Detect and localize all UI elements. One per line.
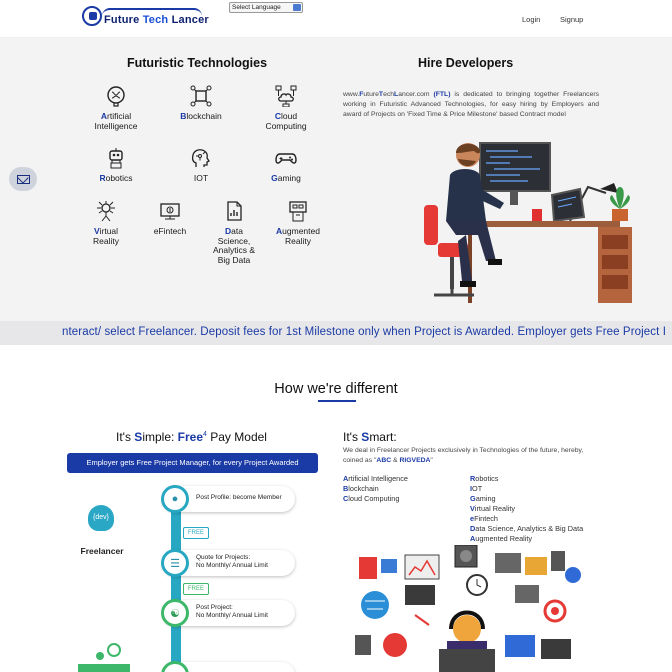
tech-label-line2: Reality bbox=[285, 235, 311, 246]
vr-icon bbox=[94, 199, 118, 223]
tech-label: lockchain bbox=[186, 111, 222, 121]
list-item: Blockchain bbox=[343, 484, 379, 493]
tech-initial: A bbox=[100, 111, 108, 121]
marquee-text: nteract/ select Freelancer. Deposit fees for 1st Milestone only when Project is Awarded. Employer gets Free Project I bbox=[62, 326, 667, 338]
logo[interactable] bbox=[82, 6, 209, 26]
employer-desk-icon bbox=[74, 640, 134, 672]
logo-word-3: Lancer bbox=[171, 14, 209, 26]
smart-abc: ABC bbox=[376, 456, 392, 464]
step-quote-projects bbox=[163, 550, 295, 576]
smart-desc-end: " bbox=[430, 456, 433, 464]
quote-icon: ☰ bbox=[161, 549, 189, 577]
signup-link[interactable]: Signup bbox=[560, 15, 584, 24]
simple-free: Free bbox=[177, 430, 204, 444]
blockchain-icon bbox=[189, 84, 213, 108]
freelancer-label: Freelancer bbox=[80, 546, 124, 556]
list-item: Cloud Computing bbox=[343, 494, 400, 503]
announcement-marquee bbox=[0, 321, 672, 345]
list-item: Robotics bbox=[470, 474, 499, 483]
employer-free-pm-banner: Employer gets Free Project Manager, for every Project Awarded bbox=[67, 453, 318, 473]
tech-initial: C bbox=[274, 111, 282, 121]
tech-item-blockchain[interactable] bbox=[166, 84, 236, 122]
tech-item-ar[interactable] bbox=[263, 199, 333, 246]
tech-label: obotics bbox=[105, 173, 133, 183]
site-letter-l: L bbox=[394, 91, 399, 98]
step-post-project bbox=[163, 600, 295, 626]
tech-title: Futuristic Technologies bbox=[127, 56, 268, 70]
tech-label: ugmented bbox=[282, 226, 320, 236]
tech-label-line2: Computing bbox=[265, 120, 307, 131]
tech-initial: D bbox=[225, 226, 232, 236]
tech-label-line4: Big Data bbox=[217, 254, 251, 265]
step-text: Post Project: bbox=[196, 604, 233, 611]
step-subtext: No Monthly/ Annual Limit bbox=[196, 612, 268, 619]
chevron-down-icon bbox=[293, 4, 301, 11]
list-item: IOT bbox=[470, 484, 483, 493]
tech-initial: V bbox=[93, 226, 100, 236]
tech-item-vr[interactable] bbox=[71, 199, 141, 246]
list-item: Data Science, Analytics & Big Data bbox=[470, 524, 584, 533]
free-tag: FREE bbox=[183, 583, 209, 595]
hire-description-text: is dedicated to bringing together Freelancers working in Futuristic Advanced Technologies, for easy hiring by Employers and award of Projects on 'Fixed Time & Price Milestone' based Contract model bbox=[343, 91, 600, 118]
logo-word-1: Future bbox=[104, 14, 140, 26]
tech-label: irtual bbox=[99, 226, 119, 236]
tech-label: eFintech bbox=[153, 226, 187, 236]
tech-item-robotics[interactable] bbox=[81, 146, 151, 184]
rigveda-list bbox=[470, 474, 583, 544]
simple-model-title bbox=[116, 430, 267, 444]
logo-mark-icon bbox=[82, 6, 102, 26]
tech-label-line2: Science, bbox=[217, 235, 251, 246]
list-item: Virtual Reality bbox=[470, 504, 516, 513]
site-part-3: ancer.com bbox=[398, 91, 430, 98]
logo-word-2: Tech bbox=[142, 14, 169, 26]
post-project-icon: ☯ bbox=[161, 599, 189, 627]
ar-icon bbox=[286, 199, 310, 223]
tech-label: ata bbox=[231, 226, 243, 236]
dev-badge-icon: {dev} bbox=[88, 505, 114, 531]
logo-swoosh bbox=[102, 8, 202, 16]
contact-mail-button[interactable] bbox=[9, 167, 37, 191]
site-letter-t: T bbox=[378, 91, 384, 98]
site-abbr: (FTL) bbox=[433, 91, 451, 98]
tech-item-ai[interactable] bbox=[81, 84, 151, 131]
abc-list bbox=[343, 474, 408, 504]
cloud-icon bbox=[274, 84, 298, 108]
step-subtext: No Monthly/ Annual Limit bbox=[196, 562, 268, 569]
tech-label: rtificial bbox=[107, 111, 132, 121]
tech-initial: R bbox=[99, 173, 106, 183]
brain-icon bbox=[104, 84, 128, 108]
tech-label-line2: Reality bbox=[93, 235, 119, 246]
site-header bbox=[0, 0, 672, 38]
site-part-2: ech bbox=[383, 91, 395, 98]
list-item: Artificial Intelligence bbox=[343, 474, 408, 483]
language-select-value: Select Language bbox=[232, 4, 281, 11]
tech-label-line2: Intelligence bbox=[94, 120, 138, 131]
site-part-1: uture bbox=[363, 91, 379, 98]
tech-item-cloud[interactable] bbox=[251, 84, 321, 131]
step-icon bbox=[161, 661, 189, 672]
iot-head-icon bbox=[189, 146, 213, 170]
tech-item-data-science[interactable] bbox=[199, 199, 269, 265]
hire-title: Hire Developers bbox=[418, 56, 514, 70]
title-underline bbox=[318, 400, 356, 402]
step-post-profile bbox=[163, 486, 295, 512]
smart-title bbox=[343, 430, 397, 444]
simple-pre: It's bbox=[116, 430, 135, 444]
step-next bbox=[163, 662, 295, 672]
gamepad-icon bbox=[274, 146, 298, 170]
smart-rigveda: RIGVEDA bbox=[399, 456, 431, 464]
smart-rest: mart: bbox=[369, 430, 397, 444]
tech-item-iot[interactable] bbox=[166, 146, 236, 184]
tech-item-efintech[interactable] bbox=[135, 199, 205, 237]
list-item: eFintech bbox=[470, 514, 498, 523]
tech-label: IOT bbox=[193, 173, 209, 183]
site-prefix: www. bbox=[343, 91, 360, 98]
list-item: Augmented Reality bbox=[470, 534, 533, 543]
language-select[interactable] bbox=[229, 2, 303, 13]
tech-label: aming bbox=[277, 173, 301, 183]
how-different-title: How we're different bbox=[274, 381, 398, 397]
list-item: Gaming bbox=[470, 494, 496, 503]
user-icon: ● bbox=[161, 485, 189, 513]
robot-icon bbox=[104, 146, 128, 170]
step-text: Post Profile: become Member bbox=[196, 494, 282, 501]
free-tag: FREE bbox=[183, 527, 209, 539]
hire-description bbox=[343, 90, 599, 120]
tech-label: loud bbox=[281, 111, 298, 121]
smart-desc-text: We deal in Freelancer Projects exclusively in Technologies of the future, hereby, coined as " bbox=[343, 447, 584, 464]
smart-description bbox=[343, 446, 603, 465]
simple-rest: imple: bbox=[142, 430, 178, 444]
developer-illustration bbox=[420, 135, 635, 305]
smart-amp: & bbox=[391, 456, 400, 464]
tech-collage-illustration bbox=[355, 545, 590, 672]
smart-pre: It's bbox=[343, 430, 362, 444]
tech-initial: G bbox=[271, 173, 278, 183]
data-icon bbox=[222, 199, 246, 223]
smart-initial: S bbox=[361, 430, 370, 444]
mail-icon bbox=[17, 175, 30, 184]
simple-initial: S bbox=[134, 430, 143, 444]
step-text: Quote for Projects: bbox=[196, 554, 251, 561]
tech-item-gaming[interactable] bbox=[251, 146, 321, 184]
simple-sup: 4 bbox=[203, 431, 207, 438]
timeline-line bbox=[171, 486, 181, 672]
tech-initial: A bbox=[276, 226, 283, 236]
tech-initial: B bbox=[180, 111, 187, 121]
login-link[interactable]: Login bbox=[522, 15, 541, 24]
fintech-icon bbox=[158, 199, 182, 223]
simple-post: Pay Model bbox=[206, 430, 267, 444]
tech-label-line3: Analytics & bbox=[212, 245, 256, 255]
site-letter-f: F bbox=[359, 91, 364, 98]
